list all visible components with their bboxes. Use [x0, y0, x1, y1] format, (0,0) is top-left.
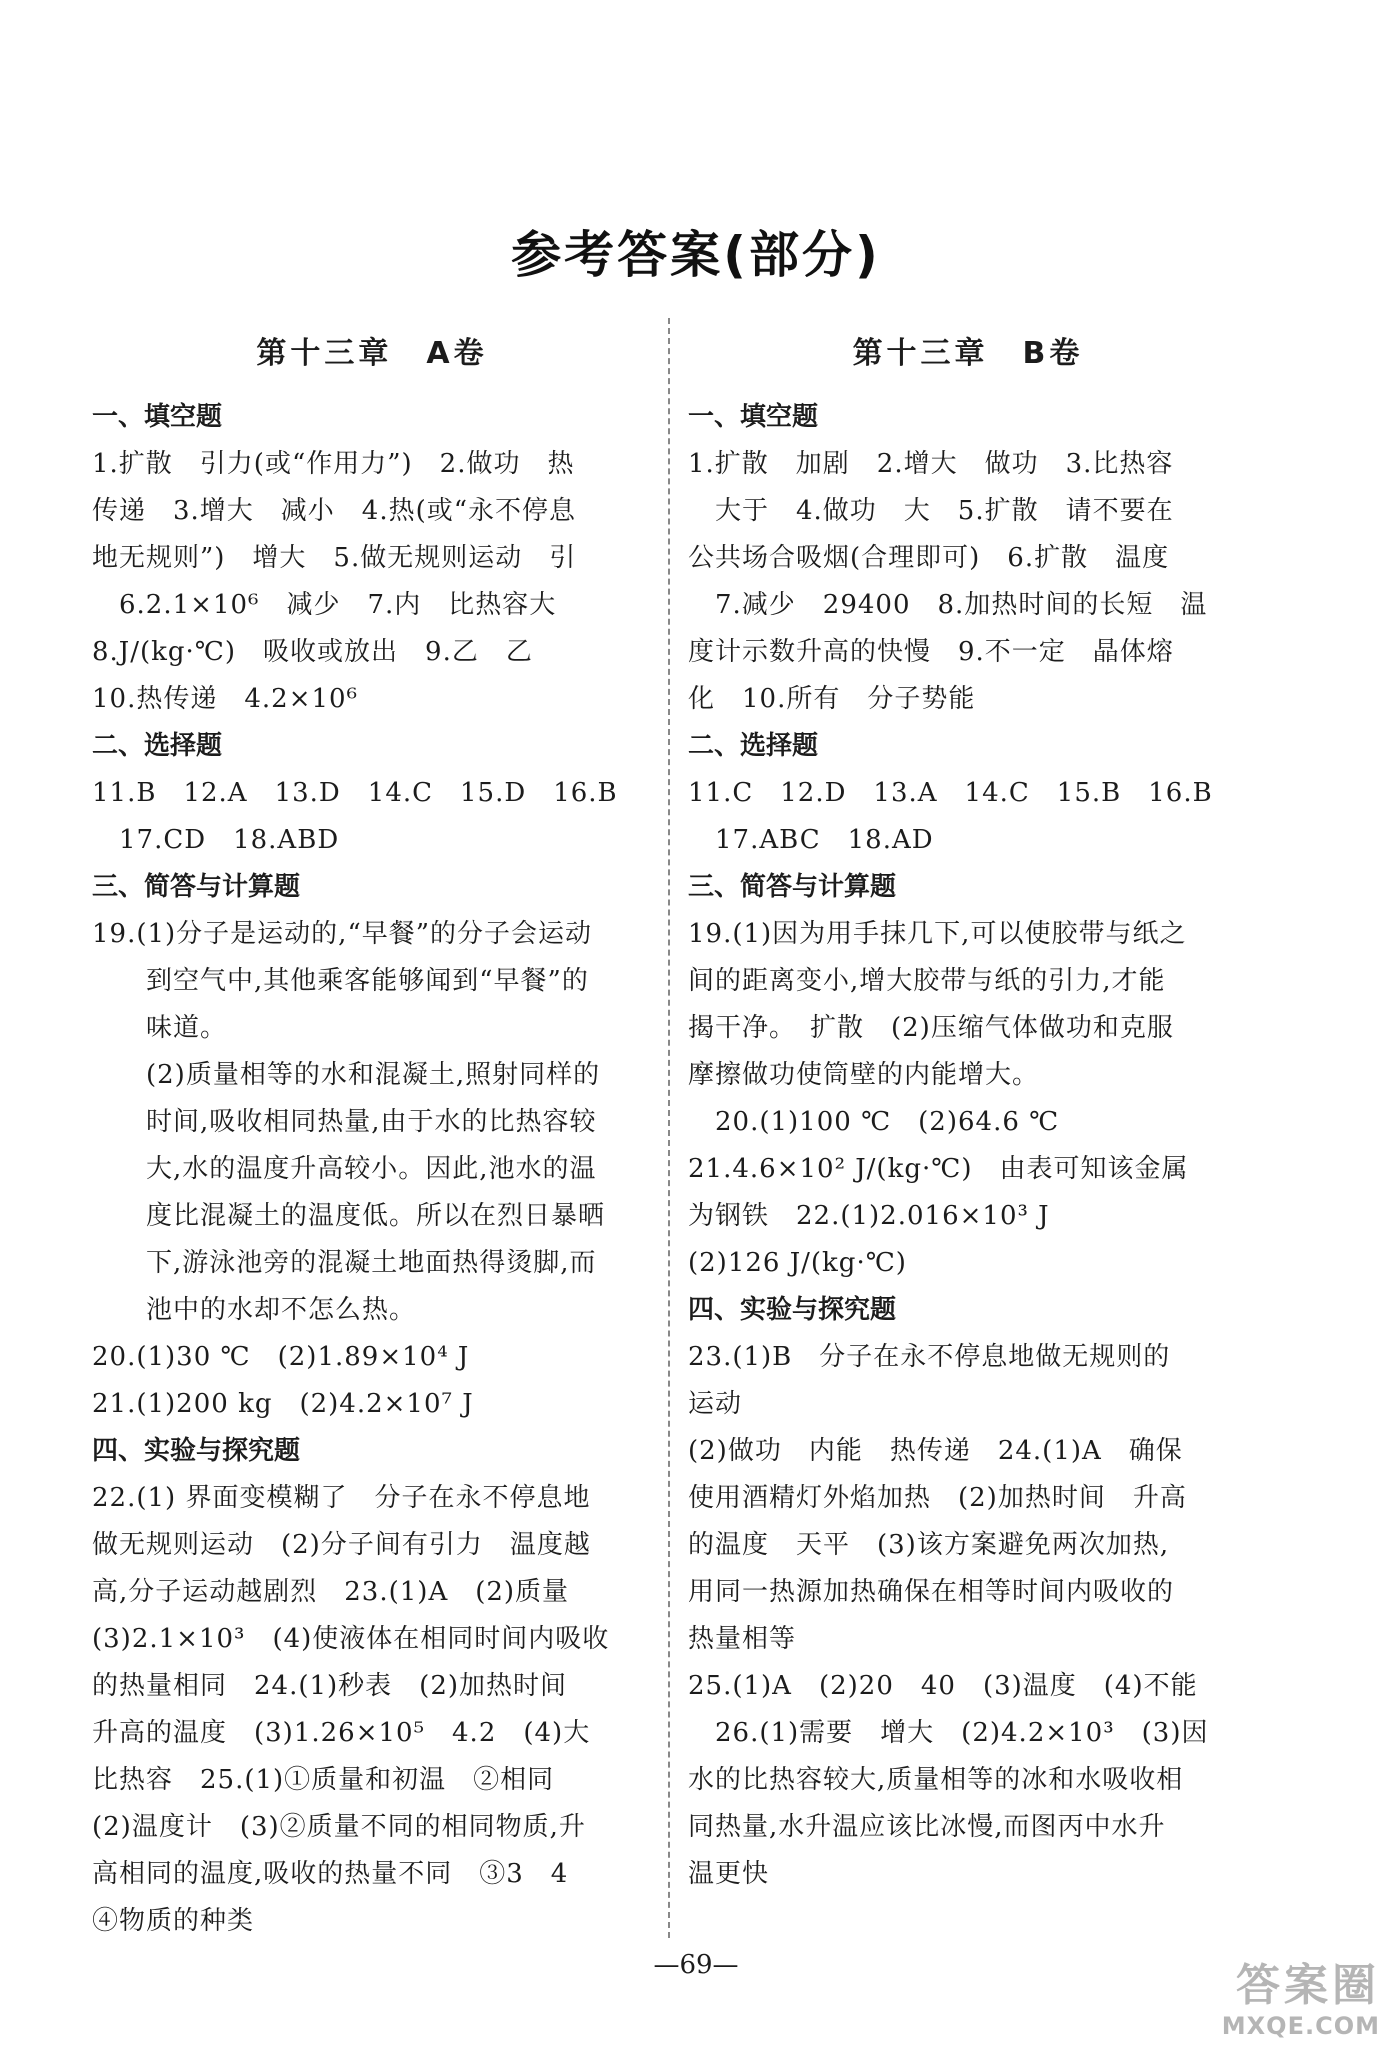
- answer-line: 大于 4.做功 大 5.扩散 请不要在: [688, 496, 1174, 526]
- answer-line: 23.(1)B 分子在永不停息地做无规则的: [688, 1342, 1171, 1372]
- watermark-text: 答案圈: [1236, 1960, 1380, 2011]
- answer-line: 池中的水却不怎么热。: [92, 1295, 417, 1325]
- column-divider: [668, 318, 670, 1938]
- answer-line: 17.CD 18.ABD: [92, 825, 340, 855]
- answer-line: 水的比热容较大,质量相等的冰和水吸收相: [688, 1765, 1184, 1795]
- answer-line: 10.热传递 4.2×10⁶: [92, 684, 358, 714]
- answer-line: 20.(1)30 ℃ (2)1.89×10⁴ J: [92, 1342, 470, 1372]
- answer-line: 26.(1)需要 增大 (2)4.2×10³ (3)因: [688, 1718, 1209, 1748]
- chapter-heading: 第十三章 B卷: [852, 336, 1084, 371]
- answer-line: 揭干净。 扩散 (2)压缩气体做功和克服: [688, 1013, 1174, 1043]
- answer-line: ④物质的种类: [92, 1906, 255, 1936]
- answer-line: 运动: [688, 1389, 743, 1419]
- answer-line: 温更快: [688, 1859, 770, 1889]
- answer-line: 味道。: [92, 1013, 228, 1043]
- answer-line: 地无规则”) 增大 5.做无规则运动 引: [92, 543, 577, 573]
- answer-line: 度比混凝土的温度低。所以在烈日暴晒: [92, 1201, 606, 1231]
- answer-line: 化 10.所有 分子势能: [688, 684, 976, 714]
- answer-line: 11.C 12.D 13.A 14.C 15.B 16.B: [688, 778, 1213, 808]
- section-title: 二、选择题: [92, 731, 223, 761]
- answer-line: 6.2.1×10⁶ 减少 7.内 比热容大: [92, 590, 557, 620]
- watermark-logo: [1140, 1960, 1380, 2040]
- answer-line: 19.(1)因为用手抹几下,可以使胶带与纸之: [688, 919, 1187, 949]
- answer-line: (2)126 J/(kg·℃): [688, 1248, 907, 1278]
- answer-line: 高相同的温度,吸收的热量不同 ③3 4: [92, 1859, 569, 1889]
- answer-line: (2)温度计 (3)②质量不同的相同物质,升: [92, 1812, 586, 1842]
- answer-line: 1.扩散 加剧 2.增大 做功 3.比热容: [688, 449, 1174, 479]
- answer-line: 的温度 天平 (3)该方案避免两次加热,: [688, 1530, 1170, 1560]
- watermark-url: MXQE.COM: [1221, 2012, 1380, 2040]
- answer-line: 使用酒精灯外焰加热 (2)加热时间 升高: [688, 1483, 1187, 1513]
- answer-line: 同热量,水升温应该比冰慢,而图丙中水升: [688, 1812, 1166, 1842]
- answer-line: 传递 3.增大 减小 4.热(或“永不停息: [92, 496, 577, 526]
- section-title: 一、填空题: [92, 402, 223, 432]
- answer-line: (3)2.1×10³ (4)使液体在相同时间内吸收: [92, 1624, 610, 1654]
- section-title: 四、实验与探究题: [92, 1436, 301, 1466]
- answer-line: 间的距离变小,增大胶带与纸的引力,才能: [688, 966, 1166, 996]
- answer-line: 19.(1)分子是运动的,“早餐”的分子会运动: [92, 919, 593, 949]
- answer-line: (2)质量相等的水和混凝土,照射同样的: [92, 1060, 601, 1090]
- answer-line: 25.(1)A (2)20 40 (3)温度 (4)不能: [688, 1671, 1198, 1701]
- section-title: 三、简答与计算题: [688, 872, 897, 902]
- answer-line: (2)做功 内能 热传递 24.(1)A 确保: [688, 1436, 1183, 1466]
- section-title: 一、填空题: [688, 402, 819, 432]
- answer-line: 做无规则运动 (2)分子间有引力 温度越: [92, 1530, 591, 1560]
- page-title: 参考答案(部分): [511, 226, 881, 284]
- answer-line: 升高的温度 (3)1.26×10⁵ 4.2 (4)大: [92, 1718, 591, 1748]
- answer-line: 大,水的温度升高较小。因此,池水的温: [92, 1154, 597, 1184]
- answer-line: 21.(1)200 kg (2)4.2×10⁷ J: [92, 1389, 474, 1419]
- answer-line: 21.4.6×10² J/(kg·℃) 由表可知该金属: [688, 1154, 1189, 1184]
- section-title: 四、实验与探究题: [688, 1295, 897, 1325]
- left-column: [92, 330, 652, 1945]
- page-number: —69—: [653, 1950, 739, 1980]
- answer-line: 22.(1) 界面变模糊了 分子在永不停息地: [92, 1483, 591, 1513]
- answer-line: 1.扩散 引力(或“作用力”) 2.做功 热: [92, 449, 575, 479]
- chapter-heading: 第十三章 A卷: [256, 336, 488, 371]
- section-title: 三、简答与计算题: [92, 872, 301, 902]
- answer-line: 7.减少 29400 8.加热时间的长短 温: [688, 590, 1208, 620]
- answer-line: 11.B 12.A 13.D 14.C 15.D 16.B: [92, 778, 618, 808]
- answer-line: 公共场合吸烟(合理即可) 6.扩散 温度: [688, 543, 1170, 573]
- section-title: 二、选择题: [688, 731, 819, 761]
- answer-line: 高,分子运动越剧烈 23.(1)A (2)质量: [92, 1577, 570, 1607]
- answer-line: 20.(1)100 ℃ (2)64.6 ℃: [688, 1107, 1060, 1137]
- right-column: [688, 330, 1248, 1898]
- answer-line: 为钢铁 22.(1)2.016×10³ J: [688, 1201, 1050, 1231]
- answer-line: 8.J/(kg·℃) 吸收或放出 9.乙 乙: [92, 637, 533, 667]
- answer-line: 摩擦做功使筒壁的内能增大。: [688, 1060, 1040, 1090]
- answer-line: 用同一热源加热确保在相等时间内吸收的: [688, 1577, 1175, 1607]
- answer-line: 的热量相同 24.(1)秒表 (2)加热时间: [92, 1671, 568, 1701]
- answer-line: 度计示数升高的快慢 9.不一定 晶体熔: [688, 637, 1174, 667]
- answer-line: 比热容 25.(1)①质量和初温 ②相同: [92, 1765, 555, 1795]
- answer-line: 时间,吸收相同热量,由于水的比热容较: [92, 1107, 597, 1137]
- answer-line: 17.ABC 18.AD: [688, 825, 934, 855]
- answer-line: 热量相等: [688, 1624, 797, 1654]
- answer-line: 下,游泳池旁的混凝土地面热得烫脚,而: [92, 1248, 597, 1278]
- answer-line: 到空气中,其他乘客能够闻到“早餐”的: [92, 966, 589, 996]
